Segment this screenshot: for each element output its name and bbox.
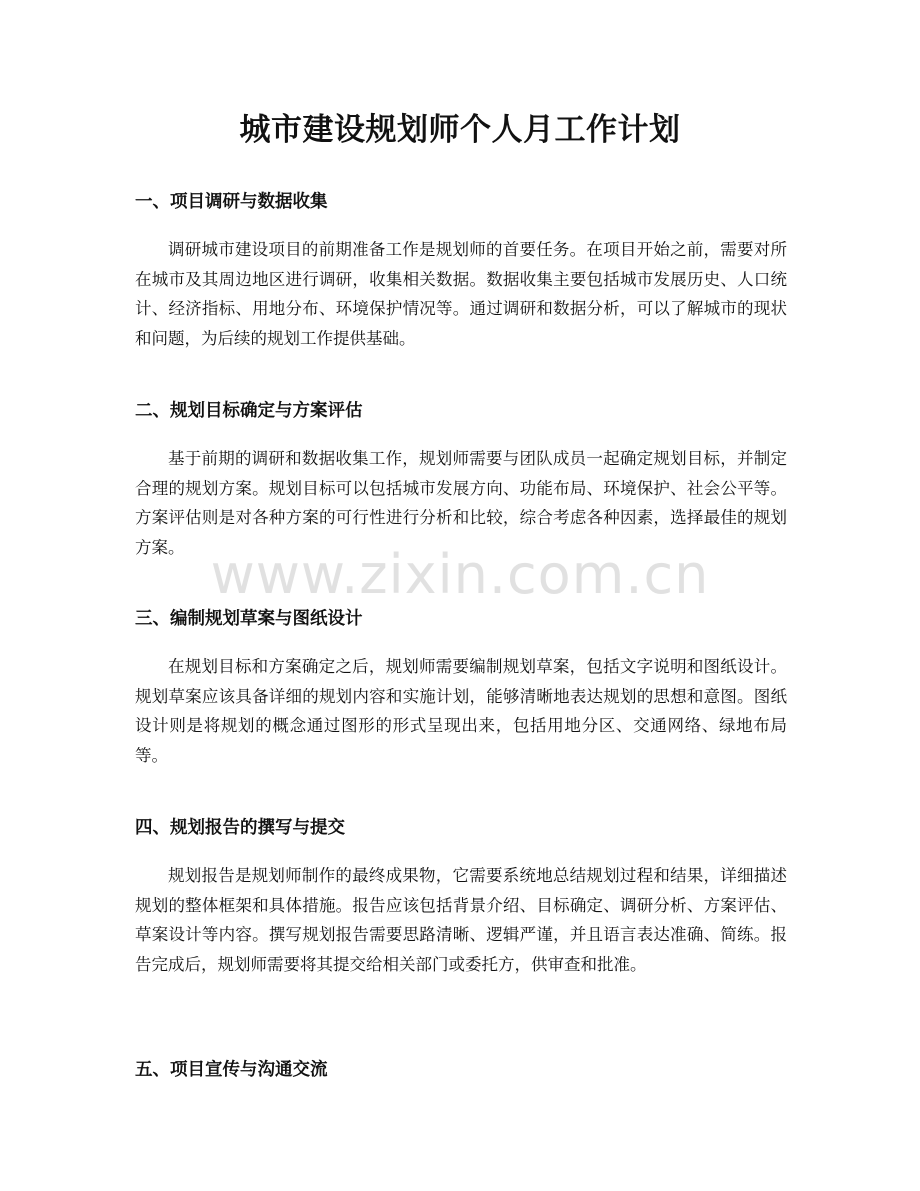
section-heading-1: 一、项目调研与数据收集	[135, 192, 328, 212]
section-heading-4: 四、规划报告的撰写与提交	[135, 818, 345, 838]
section-body-2: 基于前期的调研和数据收集工作，规划师需要与团队成员一起确定规划目标，并制定合理的规划方案。规划目标可以包括城市发展方向、功能布局、环境保护、社会公平等。方案评估则是对各种方案的可行性进行分析和比较，综合考虑各种因素，选择最佳的规划方案。	[135, 449, 787, 557]
section-body-4: 规划报告是规划师制作的最终成果物，它需要系统地总结规划过程和结果，详细描述规划的整体框架和具体措施。报告应该包括背景介绍、目标确定、调研分析、方案评估、草案设计等内容。撰写规划报告需要思路清晰、逻辑严谨，并且语言表达准确、简练。报告完成后，规划师需要将其提交给相关部门或委托方，供审查和批准。	[135, 866, 787, 974]
section-heading-3: 三、编制规划草案与图纸设计	[135, 609, 363, 629]
watermark: www.zixin.com.cn	[210, 543, 710, 606]
page-title: 城市建设规划师个人月工作计划	[239, 112, 681, 148]
section-heading-5: 五、项目宣传与沟通交流	[135, 1060, 328, 1080]
section-heading-2: 二、规划目标确定与方案评估	[135, 401, 363, 421]
section-body-3: 在规划目标和方案确定之后，规划师需要编制规划草案，包括文字说明和图纸设计。规划草案应该具备详细的规划内容和实施计划，能够清晰地表达规划的思想和意图。图纸设计则是将规划的概念通过图形的形式呈现出来，包括用地分区、交通网络、绿地布局等。	[135, 657, 787, 765]
section-body-1: 调研城市建设项目的前期准备工作是规划师的首要任务。在项目开始之前，需要对所在城市及其周边地区进行调研，收集相关数据。数据收集主要包括城市发展历史、人口统计、经济指标、用地分布、环境保护情况等。通过调研和数据分析，可以了解城市的现状和问题，为后续的规划工作提供基础。	[135, 240, 787, 348]
